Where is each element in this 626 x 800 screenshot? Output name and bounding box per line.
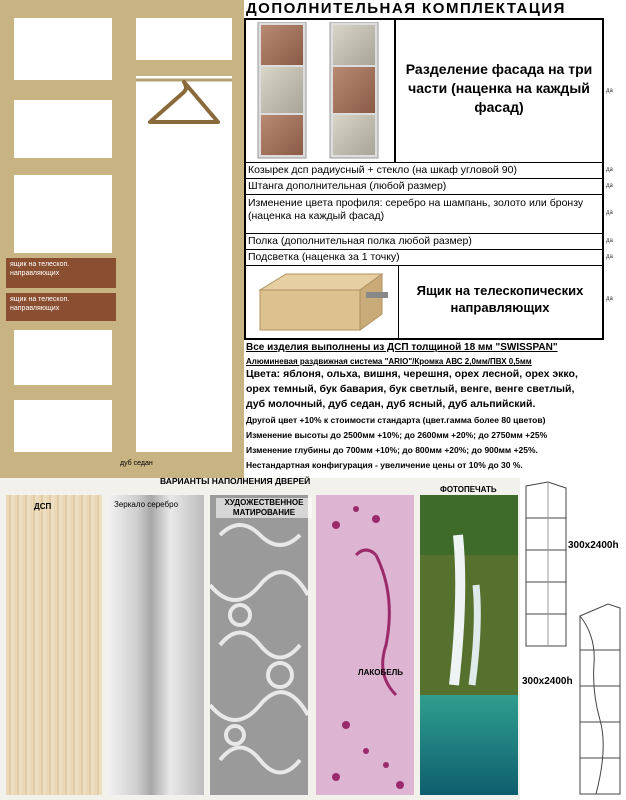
info-depth: Изменение глубины до 700мм +10%; до 800мм +20%; до 900мм +25%. xyxy=(246,445,538,455)
option-facade-split: Разделение фасада на три части (наценка на каждый фасад) xyxy=(405,61,593,115)
info-colors-3: дуб молочный, дуб седан, дуб ясный, дуб альпийский. xyxy=(246,398,536,410)
tick-mark: да xyxy=(606,210,613,216)
option-lighting: Подсветка (наценка за 1 точку) xyxy=(248,251,400,263)
page-title: ДОПОЛНИТЕЛЬНАЯ КОМПЛЕКТАЦИЯ xyxy=(246,0,566,17)
corner-shelf-rounded-image xyxy=(574,602,624,798)
wardrobe-section xyxy=(14,175,112,253)
tick-mark: да xyxy=(606,183,613,189)
corner-shelf-size: 300x2400h xyxy=(522,676,573,687)
panel-mirror xyxy=(108,495,204,795)
option-shelf: Полка (дополнительная полка любой размер) xyxy=(248,235,472,247)
corner-shelf-size: 300x2400h xyxy=(568,540,619,551)
divider xyxy=(244,18,246,340)
tick-mark: да xyxy=(606,238,613,244)
panel-label-frosted: ХУДОЖЕСТВЕННОЕ МАТИРОВАНИЕ xyxy=(216,498,312,518)
divider xyxy=(244,162,604,163)
divider xyxy=(244,194,604,195)
fill-variants-heading: ВАРИАНТЫ НАПОЛНЕНИЯ ДВЕРЕЙ xyxy=(160,476,311,486)
info-system: Алюминевая раздвижная система "ARIO"/Кромка АВС 2,0мм/ПВХ 0,5мм xyxy=(246,357,532,366)
wardrobe-hanging-section xyxy=(136,76,232,452)
corner-shelf-image xyxy=(522,480,570,652)
wardrobe-color-label: дуб седан xyxy=(120,460,153,467)
panel-frosted xyxy=(210,495,308,795)
tick-mark: да xyxy=(606,88,613,94)
wardrobe-section xyxy=(14,330,112,385)
divider xyxy=(244,233,604,234)
wardrobe-section xyxy=(14,18,112,80)
divider xyxy=(244,178,604,179)
divider xyxy=(602,18,604,340)
hanger-icon xyxy=(136,76,232,156)
divider xyxy=(244,338,604,340)
wardrobe-section xyxy=(14,100,112,158)
drawer-front: ящик на телескоп. направляющих xyxy=(6,258,116,288)
divider xyxy=(398,265,399,338)
wardrobe-section xyxy=(136,18,232,60)
drawer-image xyxy=(256,268,392,336)
tick-mark: да xyxy=(606,254,613,260)
tick-mark: да xyxy=(606,167,613,173)
panel-lacobel xyxy=(316,495,414,795)
info-material: Все изделия выполнены из ДСП толщиной 18 мм "SWISSPAN" xyxy=(246,342,558,353)
option-rod: Штанга дополнительная (любой размер) xyxy=(248,180,447,192)
panel-label-photoprint: ФОТОПЕЧАТЬ xyxy=(440,485,497,494)
panel-label-dsp: ДСП xyxy=(34,502,52,511)
drawer-front: ящик на телескоп. направляющих xyxy=(6,293,116,321)
info-colors-2: орех темный, бук бавария, бук светлый, венге, венге светлый, xyxy=(246,383,575,395)
panel-label-mirror: Зеркало серебро xyxy=(114,500,179,509)
divider xyxy=(244,265,604,266)
wardrobe-illustration xyxy=(0,0,244,480)
info-height: Изменение высоты до 2500мм +10%; до 2600мм +20%; до 2750мм +25% xyxy=(246,430,548,440)
panel-label-lacobel: ЛАКОБЕЛЬ xyxy=(358,668,403,677)
divider xyxy=(394,18,396,162)
info-other-color: Другой цвет +10% к стоимости стандарта (цвет.гамма более 80 цветов) xyxy=(246,415,546,425)
panel-photoprint xyxy=(420,495,518,795)
info-nonstandard: Нестандартная конфигурация - увеличение цены от 10% до 30 %. xyxy=(246,460,523,470)
wardrobe-section xyxy=(14,400,112,452)
option-profile-color: Изменение цвета профиля: серебро на шампань, золото или бронзу (наценка на каждый фасад) xyxy=(248,197,584,222)
panel-dsp xyxy=(6,495,102,795)
option-canopy: Козырек дсп радиусный + стекло (на шкаф угловой 90) xyxy=(248,164,517,176)
tick-mark: да xyxy=(606,296,613,302)
option-telescopic-drawer: Ящик на телескопических направляющих xyxy=(416,283,584,315)
info-colors-1: Цвета: яблоня, ольха, вишня, черешня, орех лесной, орех экко, xyxy=(246,368,578,380)
divider xyxy=(244,249,604,250)
facade-split-image xyxy=(256,22,386,160)
divider xyxy=(244,18,604,20)
